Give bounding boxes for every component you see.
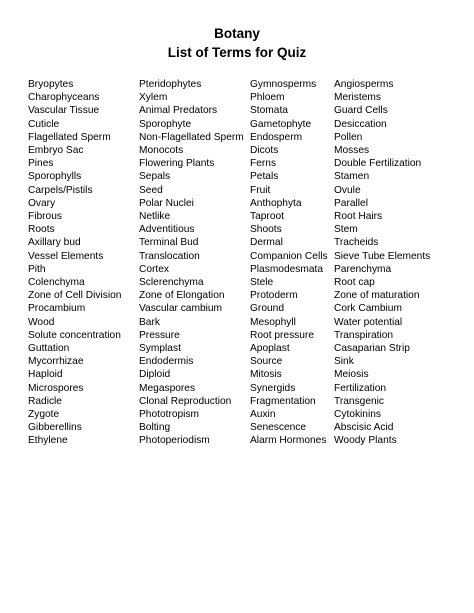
term-item: Polar Nuclei (139, 197, 194, 209)
terms-column-4 (334, 78, 430, 448)
term-item: Pteridophytes (139, 79, 202, 90)
term-item: Monocots (139, 145, 184, 157)
term-item: Ovule (334, 184, 361, 196)
document-subtitle: List of Terms for Quiz (167, 45, 307, 60)
term-item: Sink (334, 356, 354, 368)
term-item: Parenchyma (334, 263, 392, 275)
term-item: Wood (28, 316, 55, 328)
term-item: Shoots (250, 224, 282, 236)
term-item: Ethylene (28, 435, 68, 447)
term-item: Procambium (28, 303, 86, 315)
term-item: Abscisic Acid (334, 422, 394, 434)
term-item: Sporophylls (28, 171, 82, 183)
term-item: Cuticle (28, 118, 60, 130)
term-item: Flowering Plants (139, 158, 215, 170)
term-item: Apoplast (250, 343, 290, 355)
term-item: Translocation (139, 250, 200, 262)
terms-column-3 (250, 78, 328, 448)
term-item: Netlike (139, 211, 171, 223)
term-item: Mesophyll (250, 316, 296, 328)
term-item: Alarm Hormones (250, 435, 327, 447)
term-item: Sclerenchyma (139, 277, 204, 289)
term-item: Plasmodesmata (250, 263, 324, 275)
document-title: Botany (214, 26, 260, 41)
term-item: Zone of maturation (334, 290, 420, 302)
term-item: Haploid (28, 369, 63, 381)
term-item: Sepals (139, 171, 171, 183)
term-item: Bark (139, 316, 160, 328)
term-item: Stomata (250, 105, 288, 117)
term-item: Fragmentation (250, 395, 316, 407)
term-item: Angiosperms (334, 79, 394, 90)
term-item: Sporophyte (139, 118, 192, 130)
term-item: Fruit (250, 184, 271, 196)
term-item: Casaparian Strip (334, 343, 410, 355)
term-item: Cork Cambium (334, 303, 402, 315)
term-item: Guard Cells (334, 105, 388, 117)
term-item: Vascular cambium (139, 303, 223, 315)
term-item: Desiccation (334, 118, 387, 130)
term-item: Transgenic (334, 395, 385, 407)
terms-column-1 (28, 78, 121, 448)
term-item: Petals (250, 171, 279, 183)
term-item: Taproot (250, 211, 284, 223)
term-item: Zygote (28, 409, 60, 421)
term-item: Xylem (139, 92, 168, 104)
term-item: Ferns (250, 158, 277, 170)
term-item: Animal Predators (139, 105, 218, 117)
term-item: Transpiration (334, 329, 394, 341)
term-item: Parallel (334, 197, 368, 209)
term-item: Dermal (250, 237, 283, 249)
term-item: Pressure (139, 329, 180, 341)
term-item: Stem (334, 224, 358, 236)
term-item: Fibrous (28, 211, 62, 223)
term-item: Seed (139, 184, 163, 196)
term-item: Bryopytes (28, 79, 74, 90)
term-item: Senescence (250, 422, 307, 434)
term-item: Zone of Cell Division (28, 290, 122, 302)
term-item: Gametophyte (250, 118, 312, 130)
title-block (0, 24, 474, 62)
term-item: Source (250, 356, 283, 368)
term-item: Woody Plants (334, 435, 397, 447)
term-item: Companion Cells (250, 250, 328, 262)
terms-list (28, 78, 458, 458)
term-item: Root pressure (250, 329, 314, 341)
term-item: Endosperm (250, 131, 303, 143)
term-item: Gibberellins (28, 422, 82, 434)
term-item: Phloem (250, 92, 285, 104)
term-item: Photoperiodism (139, 435, 210, 447)
term-item: Mycorrhizae (28, 356, 84, 368)
term-item: Radicle (28, 395, 62, 407)
term-item: Root Hairs (334, 211, 383, 223)
term-item: Cortex (139, 263, 170, 275)
term-item: Pines (28, 158, 54, 170)
term-item: Axillary bud (28, 237, 81, 249)
term-item: Protoderm (250, 290, 298, 302)
term-item: Root cap (334, 277, 375, 289)
term-item: Embryo Sac (28, 145, 84, 157)
term-item: Terminal Bud (139, 237, 199, 249)
term-item: Pollen (334, 131, 363, 143)
term-item: Ground (250, 303, 284, 315)
term-item: Auxin (250, 409, 276, 421)
term-item: Pith (28, 263, 46, 275)
term-item: Bolting (139, 422, 171, 434)
term-item: Double Fertilization (334, 158, 422, 170)
term-item: Meiosis (334, 369, 369, 381)
term-item: Fertilization (334, 382, 387, 394)
term-item: Zone of Elongation (139, 290, 225, 302)
term-item: Mitosis (250, 369, 282, 381)
term-item: Endodermis (139, 356, 194, 368)
term-item: Water potential (334, 316, 403, 328)
term-item: Mosses (334, 145, 370, 157)
term-item: Megaspores (139, 382, 196, 394)
term-item: Synergids (250, 382, 296, 394)
term-item: Diploid (139, 369, 171, 381)
term-item: Solute concentration (28, 329, 121, 341)
term-item: Dicots (250, 145, 279, 157)
term-item: Phototropism (139, 409, 200, 421)
term-item: Sieve Tube Elements (334, 250, 431, 262)
term-item: Charophyceans (28, 92, 100, 104)
term-item: Cytokinins (334, 409, 381, 421)
term-item: Vessel Elements (28, 250, 104, 262)
term-item: Ovary (28, 197, 56, 209)
term-item: Anthophyta (250, 197, 302, 209)
term-item: Tracheids (334, 237, 379, 249)
term-item: Stamen (334, 171, 370, 183)
term-item: Symplast (139, 343, 181, 355)
term-item: Vascular Tissue (28, 105, 100, 117)
term-item: Microspores (28, 382, 84, 394)
term-item: Clonal Reproduction (139, 395, 232, 407)
term-item: Meristems (334, 92, 381, 104)
term-item: Carpels/Pistils (28, 184, 93, 196)
term-item: Roots (28, 224, 55, 236)
term-item: Guttation (28, 343, 70, 355)
term-item: Colenchyma (28, 277, 85, 289)
terms-column-2 (139, 78, 244, 448)
term-item: Stele (250, 277, 274, 289)
term-item: Flagellated Sperm (28, 131, 111, 143)
term-item: Non-Flagellated Sperm (139, 131, 244, 143)
term-item: Gymnosperms (250, 79, 317, 90)
term-item: Adventitious (139, 224, 195, 236)
